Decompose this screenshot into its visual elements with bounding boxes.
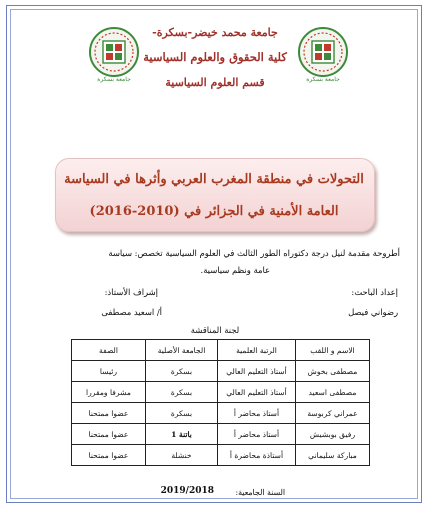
thesis-description-line2: عامة ونظم سياسية. [200,265,270,275]
member-university: بسكرة [146,361,218,382]
member-rank: أستاذ التعليم العالي [218,361,296,382]
member-name: مصطفى اسعيد [296,382,370,403]
title-box [55,158,375,232]
member-name: رفيق بوبشيش [296,424,370,445]
member-university: بسكرة [146,403,218,424]
member-university: باتنة 1 [146,424,218,445]
member-role: رئيسا [72,361,146,382]
column-header-rank: الرتبة العلمية [218,340,296,361]
member-name: مباركة سليماني [296,445,370,466]
member-name: مصطفى بخوش [296,361,370,382]
member-university: بسكرة [146,382,218,403]
table-row [72,445,370,466]
thesis-title-line1: التحولات في منطقة المغرب العربي وأثرها في السياسة [64,172,364,187]
table-row [72,382,370,403]
member-role: عضوا ممتحنا [72,424,146,445]
thesis-title-line2: العامة الأمنية في الجزائر في (2010-2016) [89,204,339,219]
member-rank: أستاذة محاضرة أ [218,445,296,466]
member-name: عمراني كربوسة [296,403,370,424]
academic-year-label: السنة الجامعية: [235,488,285,497]
university-name: جامعة محمد خيضر-بسكرة- [152,26,278,39]
member-role: عضوا ممتحنا [72,445,146,466]
table-row [72,361,370,382]
thesis-description-line1: أطروحة مقدمة لنيل درجة دكتوراه الطور الثالث في العلوم السياسية تخصص: سياسة [108,248,400,258]
committee-table [71,339,370,466]
academic-year-value: 2019/2018 [160,486,214,496]
department-name: قسم العلوم السياسية [165,76,265,89]
committee-label: لجنة المناقشة [190,325,240,335]
column-header-role: الصفة [72,340,146,361]
logo-caption-right: جامعة بسكرة [306,76,340,83]
table-row [72,424,370,445]
student-name: رضواني فيصل [348,307,398,317]
faculty-name: كلية الحقوق والعلوم السياسية [143,50,287,64]
column-header-name: الاسم و اللقب [296,340,370,361]
member-role: مشرفا ومقررا [72,382,146,403]
member-rank: أستاذ محاضر أ [218,403,296,424]
student-label: إعداد الباحث: [351,287,398,297]
logo-caption-left: جامعة بسكرة [97,76,131,83]
column-header-university: الجامعة الأصلية [146,340,218,361]
member-role: عضوا ممتحنا [72,403,146,424]
supervisor-label: إشراف الأستاذ: [104,287,158,297]
member-rank: أستاذ محاضر أ [218,424,296,445]
table-row [72,403,370,424]
supervisor-name: أ/ اسعيد مصطفى [101,307,162,317]
member-rank: أستاذ التعليم العالي [218,382,296,403]
member-university: خنشلة [146,445,218,466]
committee-table-header [72,340,370,361]
